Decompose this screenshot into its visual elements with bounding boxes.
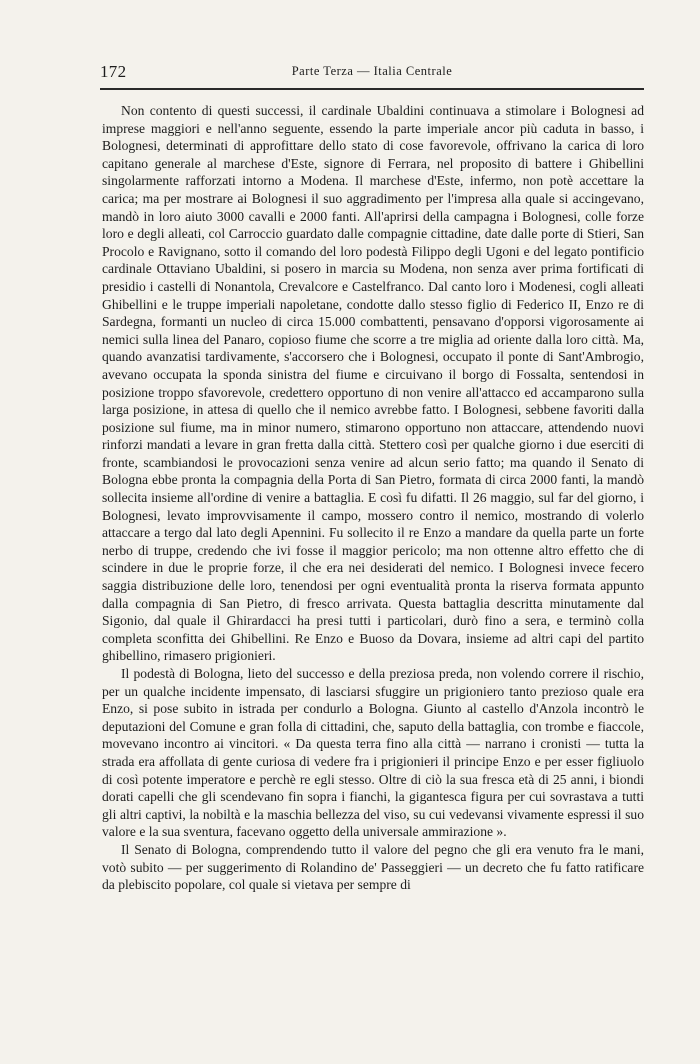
paragraph: Non contento di questi successi, il cardinale Ubaldini continuava a stimolare i Bolognesi ad imprese maggiori e nell'anno seguente, essendo la parte imperiale ancor più caduta in basso, i Bolognesi, determinati di approfittare dello stato di cose favorevole, offrivano la carica di loro capitano generale al marchese d'Este, signore di Ferrara, nel proposito di battere i Ghibellini singolarmente rafforzati intorno a Modena. Il marchese d'Este, infermo, non potè accettare la carica; ma per mostrare ai Bolognesi il suo aggradimento per l'impresa alla quale si accingevano, mandò in loro aiuto 3000 cavalli e 2000 fanti. All'aprirsi della campagna i Bolognesi, colle forze loro e degli alleati, col Carroccio guardato dalle compagnie cittadine, date dalle porte di Stieri, San Procolo e Ravignano, sotto il comando del loro podestà Filippo degli Ugoni e del legato pontificio cardinale Ottaviano Ubaldini, si posero in marcia su Modena, non senza aver prima fortificati di presidio i castelli di Nonantola, Crevalcore e Castelfranco. Dal canto loro i Modenesi, cogli alleati Ghibellini e le truppe imperiali napoletane, condotte dallo stesso figlio di Federico II, Enzo re di Sardegna, formanti un nucleo di circa 15.000 combattenti, pensavano d'opporsi vigorosamente ai nemici sulla linea del Panaro, copioso fiume che scorre a tre miglia ad oriente dalla loro città. Ma, quando avanzatisi tardivamente, s'accorsero che i Bolognesi, occupato il ponte di Sant'Ambrogio, avevano occupata la sponda sinistra del fiume e circuivano il borgo di Fossalta, sentendosi in posizione troppo sfavorevole, credettero opportuno di non venire all'attacco ed accamparono sulla larga posizione, in attesa di quello che il nemico avrebbe fatto. I Bolognesi, sebbene favoriti dalla posizione sul fiume, ma in minor numero, stimarono opportuno non attaccare, attendendo nuovi rinforzi mandati a levare in gran fretta dalla città. Stettero così per qualche giorno i due eserciti di fronte, scambiandosi le provocazioni senza venire ad alcun serio fatto; ma quando il Senato di Bologna ebbe pronta la compagnia della Porta di San Pietro, formata di circa 2000 fanti, la mandò sollecita insieme all'ordine di venire a battaglia. E così fu difatti. Il 26 maggio, sul far del giorno, i Bolognesi, levato improvvisamente il campo, mossero contro il nemico, mostrando di volerlo attaccare a tergo dal lato degli Apennini. Fu sollecito il re Enzo a mandare da quella parte un forte nerbo di truppe, credendo che ivi fosse il maggior pericolo; ma non ottenne altro effetto che di scindere in due le proprie forze, il che era nei desiderati del nemico. I Bolognesi invece fecero saggia distribuzione delle loro, tenendosi per ogni eventualità pronta la riserva formata appunto dalla compagnia di San Pietro, di fresco arrivata. Questa battaglia descritta minutamente dal Sigonio, dal quale il Ghirardacci ha presi tutti i particolari, durò fino a sera, e terminò colla completa sconfitta dei Ghibellini. Re Enzo e Buoso da Dovara, insieme ad altri capi del partito ghibellino, rimasero prigionieri.: [102, 103, 644, 664]
page-number: 172: [100, 62, 127, 81]
header-rule: [100, 88, 644, 90]
page-header: [100, 62, 644, 84]
paragraph: Il Senato di Bologna, comprendendo tutto il valore del pegno che gli era venuto fra le mani, votò subito — per suggerimento di Rolandino de' Passeggieri — un decreto che fu fatto ratificare da plebiscito popolare, col quale si vietava per sempre di: [102, 841, 644, 893]
body-text: [102, 102, 644, 894]
running-title: Parte Terza — Italia Centrale: [291, 64, 453, 78]
paragraph: Il podestà di Bologna, lieto del successo e della preziosa preda, non volendo correre il rischio, per un qualche incidente impensato, di lasciarsi sfuggire un prigioniero tanto prezioso quale era Enzo, si pose subito in istrada per condurlo a Bologna. Giunto al castello d'Anzola incontrò le deputazioni del Comune e gran folla di cittadini, che, saputo della battaglia, con trombe e fiaccole, movevano incontro ai vincitori. « Da questa terra fino alla città — narrano i cronisti — tutta la strada era affollata di gente curiosa di vedere fra i prigionieri il principe Enzo e per esser figliuolo di così potente imperatore e perchè re egli stesso. Oltre di ciò la sua fresca età di 25 anni, i biondi dorati capelli che gli scendevano fin sopra i fianchi, la gigantesca figura per cui sovrastava a tutti gli altri captivi, la nobiltà e la maschia bellezza del viso, su cui vedevansi vivamente espressi il suo valore e la sua sventura, facevano oggetto della universale ammirazione ».: [102, 666, 644, 840]
